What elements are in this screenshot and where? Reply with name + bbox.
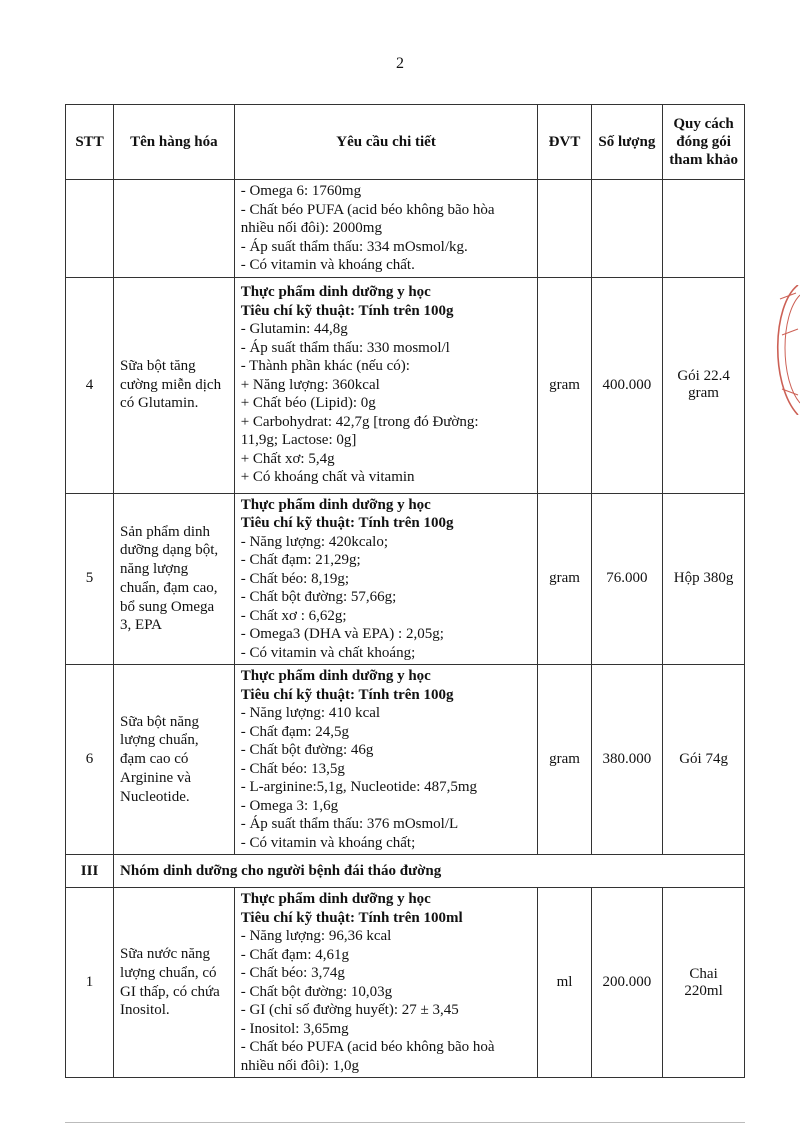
req-line: - Chất đạm: 21,29g;	[240, 552, 361, 568]
req-line: - Chất béo PUFA (acid béo không bão hòa	[240, 201, 495, 218]
cell-stt: 5	[66, 493, 114, 665]
req-line: - Năng lượng: 96,36 kcal	[240, 928, 392, 944]
req-criteria: Tiêu chí kỹ thuật: Tính trên 100g	[240, 515, 454, 531]
req-line: - Áp suất thẩm thấu: 376 mOsmol/L	[240, 816, 459, 832]
req-line: - Có vitamin và khoáng chất;	[240, 834, 416, 851]
req-line: - Chất xơ : 6,62g;	[240, 607, 347, 624]
cell-stt: 6	[66, 665, 114, 855]
req-line: - Có vitamin và chất khoáng;	[240, 644, 416, 661]
req-line: - GI (chỉ số đường huyết): 27 ± 3,45	[240, 1002, 459, 1018]
cell-requirements	[234, 277, 538, 493]
header-name: Tên hàng hóa	[114, 105, 235, 180]
req-line: - Áp suất thẩm thấu: 330 mosmol/l	[240, 339, 450, 356]
page-number: 2	[396, 55, 404, 72]
req-line: - Chất béo: 8,19g;	[240, 570, 350, 587]
req-line: - Năng lượng: 420kcalo;	[240, 533, 388, 550]
req-title: Thực phẩm dinh dưỡng y học	[240, 668, 431, 684]
req-line: + Năng lượng: 360kcal	[240, 376, 380, 393]
cell-unit: gram	[538, 493, 591, 665]
bottom-rule	[65, 1122, 745, 1123]
cell-quantity: 380.000	[591, 665, 663, 855]
req-line: - Omega 6: 1760mg	[240, 183, 362, 199]
req-line: - Chất bột đường: 57,66g;	[240, 589, 397, 605]
table-row	[66, 277, 745, 493]
req-line: - Chất bột đường: 46g	[240, 742, 374, 758]
cell-quantity: 400.000	[591, 277, 663, 493]
req-line: - Chất béo PUFA (acid béo không bão hoà	[240, 1039, 495, 1055]
cell-requirements	[234, 180, 538, 278]
req-line: - Omega 3: 1,6g	[240, 797, 339, 814]
cell-requirements	[234, 888, 538, 1078]
req-criteria: Tiêu chí kỹ thuật: Tính trên 100g	[240, 686, 454, 703]
cell-packaging: Hộp 380g	[663, 493, 745, 665]
cell-quantity	[591, 180, 663, 278]
req-line: nhiều nối đôi): 2000mg	[240, 220, 382, 236]
req-criteria: Tiêu chí kỹ thuật: Tính trên 100ml	[240, 909, 463, 926]
req-line: - Năng lượng: 410 kcal	[240, 705, 381, 721]
req-line: - Có vitamin và khoáng chất.	[240, 257, 415, 273]
req-line: - Chất béo: 13,5g	[240, 760, 345, 777]
table-row	[66, 493, 745, 665]
table-row	[66, 665, 745, 855]
stamp-mark	[768, 285, 800, 415]
product-requirements-table	[65, 104, 745, 1078]
cell-stt	[66, 180, 114, 278]
cell-unit: gram	[538, 277, 591, 493]
req-line: - Chất bột đường: 10,03g	[240, 983, 393, 1000]
cell-packaging	[663, 180, 745, 278]
req-line: + Chất xơ: 5,4g	[240, 450, 335, 467]
req-line: 11,9g; Lactose: 0g]	[240, 432, 357, 449]
req-line: - Áp suất thẩm thấu: 334 mOsmol/kg.	[240, 238, 468, 255]
cell-packaging: Gói 22.4 gram	[663, 277, 745, 493]
req-line: + Có khoáng chất và vitamin	[240, 469, 415, 486]
cell-unit: gram	[538, 665, 591, 855]
cell-name	[114, 180, 235, 278]
req-line: - Inositol: 3,65mg	[240, 1020, 349, 1037]
group-header-row	[66, 855, 745, 888]
cell-requirements	[234, 493, 538, 665]
header-quantity: Số lượng	[591, 105, 663, 180]
cell-requirements	[234, 665, 538, 855]
cell-packaging: Chai 220ml	[663, 888, 745, 1078]
cell-name: Sữa bột tăng cường miễn dịch có Glutamin.	[114, 277, 235, 493]
group-title: Nhóm dinh dưỡng cho người bệnh đái tháo đường	[114, 855, 745, 888]
group-stt: III	[66, 855, 114, 888]
req-criteria: Tiêu chí kỹ thuật: Tính trên 100g	[240, 302, 454, 319]
req-line: - Chất đạm: 24,5g	[240, 723, 350, 740]
header-packaging: Quy cách đóng gói tham khảo	[663, 105, 745, 180]
req-line: - Chất đạm: 4,61g	[240, 946, 350, 963]
cell-name: Sữa bột năng lượng chuẩn, đạm cao có Arginine và Nucleotide.	[114, 665, 235, 855]
stamp-stroke	[782, 329, 798, 335]
req-line: - Glutamin: 44,8g	[240, 321, 348, 338]
req-title: Thực phẩm dinh dưỡng y học	[240, 891, 431, 907]
req-line: + Carbohydrat: 42,7g [trong đó Đường:	[240, 413, 479, 430]
req-line: - Chất béo: 3,74g	[240, 965, 345, 981]
header-requirements: Yêu cầu chi tiết	[234, 105, 538, 180]
stamp-arc-inner	[785, 295, 800, 403]
req-line: + Chất béo (Lipid): 0g	[240, 395, 376, 412]
table-row	[66, 888, 745, 1078]
cell-name: Sữa nước năng lượng chuẩn, có GI thấp, có chứa Inositol.	[114, 888, 235, 1078]
table-row	[66, 180, 745, 278]
req-line: nhiều nối đôi): 1,0g	[240, 1057, 360, 1074]
req-title: Thực phẩm dinh dưỡng y học	[240, 284, 431, 301]
cell-name: Sản phẩm dinh dưỡng dạng bột, năng lượng chuẩn, đạm cao, bổ sung Omega 3, EPA	[114, 493, 235, 665]
req-line: - Thành phần khác (nếu có):	[240, 358, 410, 375]
table-header-row	[66, 105, 745, 180]
cell-unit: ml	[538, 888, 591, 1078]
cell-stt: 4	[66, 277, 114, 493]
cell-packaging: Gói 74g	[663, 665, 745, 855]
req-line: - L-arginine:5,1g, Nucleotide: 487,5mg	[240, 779, 478, 795]
cell-quantity: 76.000	[591, 493, 663, 665]
cell-stt: 1	[66, 888, 114, 1078]
req-line: - Omega3 (DHA và EPA) : 2,05g;	[240, 626, 444, 642]
header-stt: STT	[66, 105, 114, 180]
cell-quantity: 200.000	[591, 888, 663, 1078]
cell-unit	[538, 180, 591, 278]
header-unit: ĐVT	[538, 105, 591, 180]
req-title: Thực phẩm dinh dưỡng y học	[240, 496, 431, 513]
